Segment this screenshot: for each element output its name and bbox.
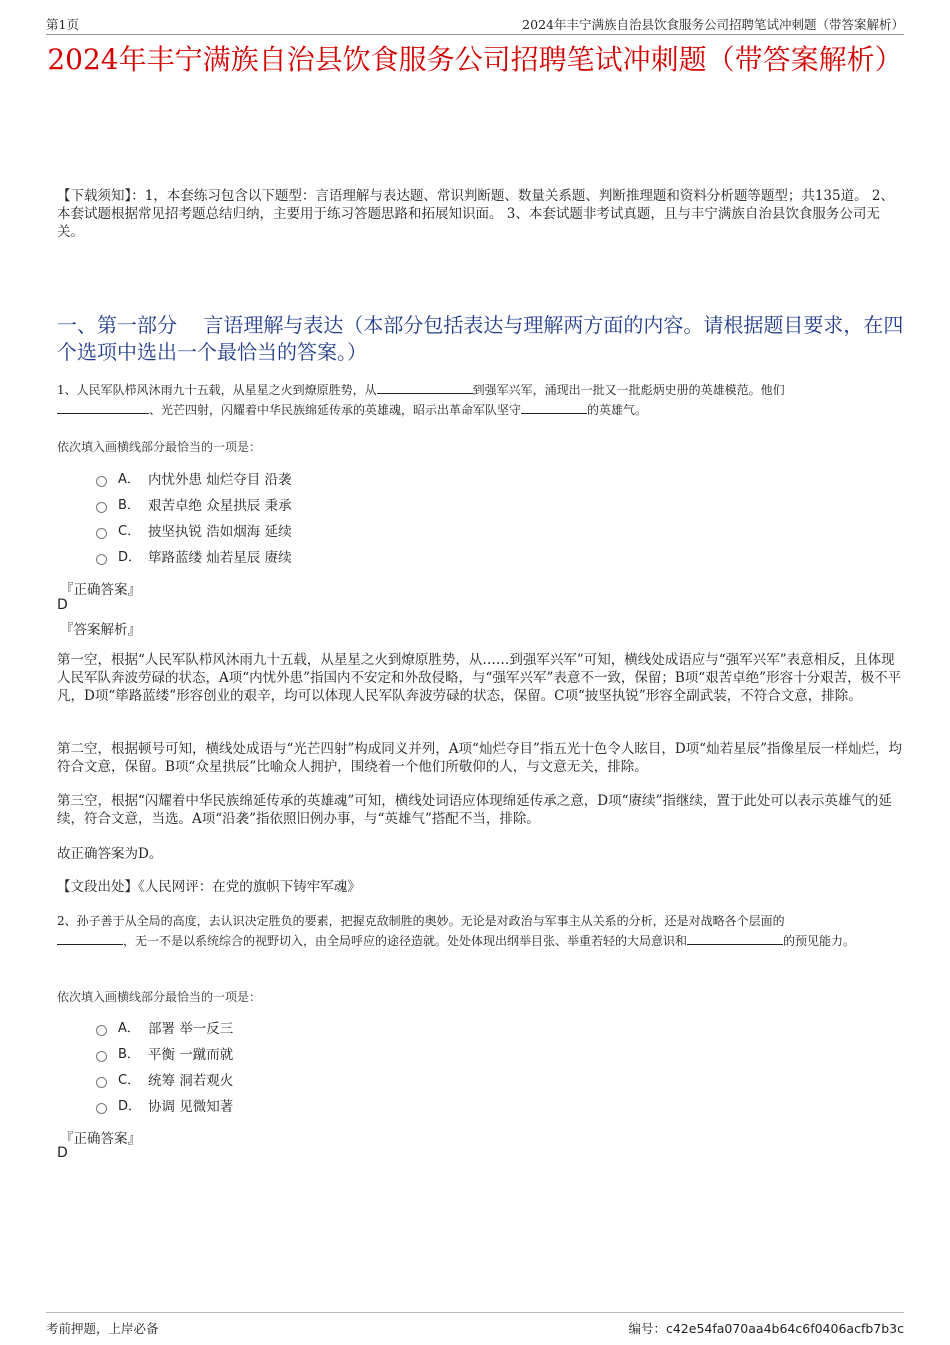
q1-prompt: 依次填入画横线部分最恰当的一项是：	[57, 440, 262, 454]
q1-answer: D	[57, 597, 68, 613]
q1-text-a: 1、人民军队栉风沐雨九十五载，从星星之火到燎原胜势，从	[57, 383, 377, 397]
download-notice: 【下载须知】：1，本套练习包含以下题型：言语理解与表达题、常识判断题、数量关系题、判断推理题和资料分析题等题型；共135道。 2、本套试题根据常见招考题总结归纳，主要用于练习答题思路和拓展知识面。 3、本套试题非考试真题，且与丰宁满族自治县饮食服务公司无关。	[57, 188, 894, 240]
q1-text-c: 、光芒四射，闪耀着中华民族绵延传承的英雄魂，昭示出革命军队坚守	[149, 403, 522, 417]
q1-blank-3	[521, 401, 587, 414]
q1-analysis-para-3: 第三空，根据“闪耀着中华民族绵延传承的英雄魂”可知，横线处词语应体现绵延传承之意，D项“赓续”指继续，置于此处可以表示英雄气的延续，符合文意，当选。A项“沿袭”指依照旧例办事，与“英雄气”搭配不当，排除。	[57, 793, 892, 827]
radio-icon[interactable]	[96, 1025, 107, 1036]
q2-text-b: ，无一不是以系统综合的视野切入，由全局呼应的途径造就。处处体现出纲举目张、举重若轻的大局意识和	[123, 934, 688, 948]
q1-analysis-label: 『答案解析』	[60, 622, 141, 638]
radio-icon[interactable]	[96, 476, 107, 487]
radio-icon[interactable]	[96, 1103, 107, 1114]
q2-option-d[interactable]: D． 协调 见微知著	[96, 1094, 233, 1120]
question-1-stem	[57, 380, 904, 420]
q1-option-d[interactable]: D． 筚路蓝缕 灿若星辰 赓续	[96, 545, 292, 571]
q1-source: 【文段出处】《人民网评：在党的旗帜下铸牢军魂》	[57, 879, 361, 895]
page-header	[46, 12, 904, 35]
q1-text-b: 到强军兴军，涌现出一批又一批彪炳史册的英雄模范。他们	[472, 383, 785, 397]
q2-answer: D	[57, 1145, 68, 1161]
header-doc-title: 2024年丰宁满族自治县饮食服务公司招聘笔试冲刺题（带答案解析）	[522, 17, 904, 32]
q2-option-b[interactable]: B． 平衡 一蹴而就	[96, 1042, 233, 1068]
q1-blank-2	[57, 401, 149, 414]
q1-option-c[interactable]: C． 披坚执锐 浩如烟海 延续	[96, 519, 292, 545]
radio-icon[interactable]	[96, 1077, 107, 1088]
page-number: 第1页	[46, 17, 79, 32]
question-2-stem	[57, 911, 904, 951]
q1-answer-label: 『正确答案』	[60, 582, 141, 598]
q2-option-c[interactable]: C． 统筹 洞若观火	[96, 1068, 233, 1094]
q1-analysis-para-1: 第一空，根据“人民军队栉风沐雨九十五载，从星星之火到燎原胜势，从……到强军兴军”可知，横线处成语应与“强军兴军”表意相反，且体现人民军队奔波劳碌的状态，A项“内忧外患”指国内不安定和外敌侵略，与“强军兴军”表意不一致，保留；B项“艰苦卓绝”形容十分艰苦，极不平凡，D项“筚路蓝缕”形容创业的艰辛，均可以体现人民军队奔波劳碌的状态，保留。C项“披坚执锐”形容全副武装，不符合文意，排除。	[57, 652, 902, 704]
q1-conclusion: 故正确答案为D。	[57, 846, 163, 862]
section-heading: 一、第一部分 言语理解与表达（本部分包括表达与理解两方面的内容。请根据题目要求，在四个选项中选出一个最恰当的答案。）	[57, 313, 904, 364]
document-title: 2024年丰宁满族自治县饮食服务公司招聘笔试冲刺题（带答案解析）	[47, 43, 903, 76]
q2-text-c: 的预见能力。	[783, 934, 856, 948]
q2-answer-label: 『正确答案』	[60, 1131, 141, 1147]
radio-icon[interactable]	[96, 502, 107, 513]
q1-options	[96, 467, 292, 571]
q2-blank-2	[687, 932, 783, 945]
page-footer	[46, 1312, 904, 1339]
footer-code: 编号：c42e54fa070aa4b64c6f0406acfb7b3c	[628, 1321, 904, 1336]
q1-analysis-para-2: 第二空，根据顿号可知，横线处成语与“光芒四射”构成同义并列，A项“灿烂夺目”指五光十色令人眩目，D项“灿若星辰”指像星辰一样灿烂，均符合文意，保留。B项“众星拱辰”比喻众人拥护，围绕着一个他们所敬仰的人，与文意无关，排除。	[57, 741, 902, 775]
q2-prompt: 依次填入画横线部分最恰当的一项是：	[57, 990, 262, 1004]
radio-icon[interactable]	[96, 528, 107, 539]
radio-icon[interactable]	[96, 554, 107, 565]
q2-option-a[interactable]: A． 部署 举一反三	[96, 1016, 233, 1042]
q2-blank-1	[57, 932, 123, 945]
q1-blank-1	[377, 381, 473, 394]
q1-option-b[interactable]: B． 艰苦卓绝 众星拱辰 秉承	[96, 493, 292, 519]
radio-icon[interactable]	[96, 1051, 107, 1062]
q1-option-a[interactable]: A． 内忧外患 灿烂夺目 沿袭	[96, 467, 292, 493]
q2-text-a: 2、孙子善于从全局的高度，去认识决定胜负的要素，把握克敌制胜的奥妙。无论是对政治与军事主从关系的分析，还是对战略各个层面的	[57, 914, 785, 928]
footer-slogan: 考前押题，上岸必备	[46, 1321, 159, 1336]
q1-text-d: 的英雄气。	[587, 403, 648, 417]
q2-options	[96, 1016, 233, 1120]
